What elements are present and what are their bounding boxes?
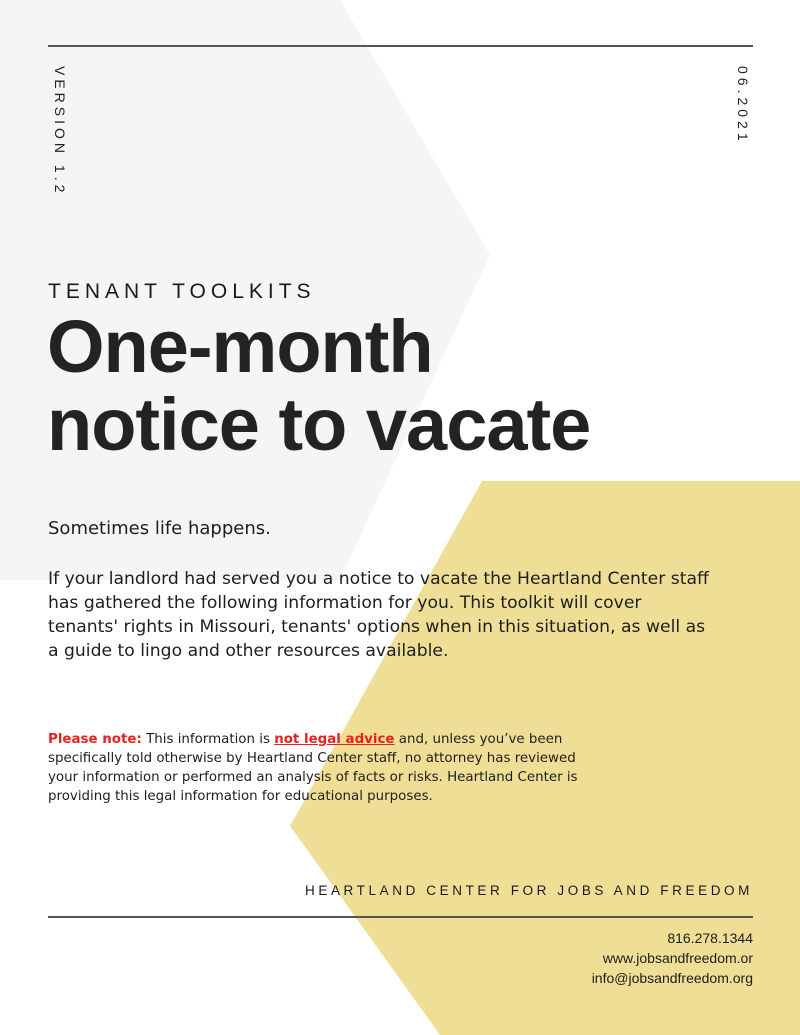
note-label: Please note:	[48, 732, 142, 747]
page-title	[47, 305, 591, 466]
not-legal-advice-link[interactable]: not legal advice	[274, 732, 395, 747]
note-text-after: and, unless you’ve been specifically told otherwise by Heartland Center staff, no attorney has reviewed your information or performed an analysis of facts or risks. Heartland Center is providing this legal information for educational purposes.	[48, 732, 578, 804]
contact-info	[592, 928, 753, 988]
bottom-rule	[48, 916, 753, 918]
date-label: 06.2021	[735, 66, 751, 145]
toolkit-eyebrow: TENANT TOOLKITS	[48, 280, 316, 303]
website-link[interactable]: www.jobsandfreedom.or	[602, 950, 753, 966]
intro-body: If your landlord had served you a notice to vacate the Heartland Center staff has gathered the following information for you. This toolkit will cover tenants' rights in Missouri, tenants' options when in this situation, as well as a guide to lingo and other resources available.	[48, 569, 709, 661]
email-link[interactable]: info@jobsandfreedom.org	[591, 970, 753, 986]
version-label: VERSION 1.2	[52, 66, 68, 197]
intro-lead: Sometimes life happens.	[48, 518, 271, 539]
note-text-before: This information is	[141, 732, 275, 747]
page-title-line-1: One-month	[47, 305, 433, 388]
organization-name: HEARTLAND CENTER FOR JOBS AND FREEDOM	[305, 883, 753, 898]
legal-disclaimer	[48, 730, 608, 806]
page-title-line-2: notice to vacate	[47, 383, 591, 466]
phone-number: 816.278.1344	[667, 930, 753, 946]
top-rule	[48, 45, 753, 47]
